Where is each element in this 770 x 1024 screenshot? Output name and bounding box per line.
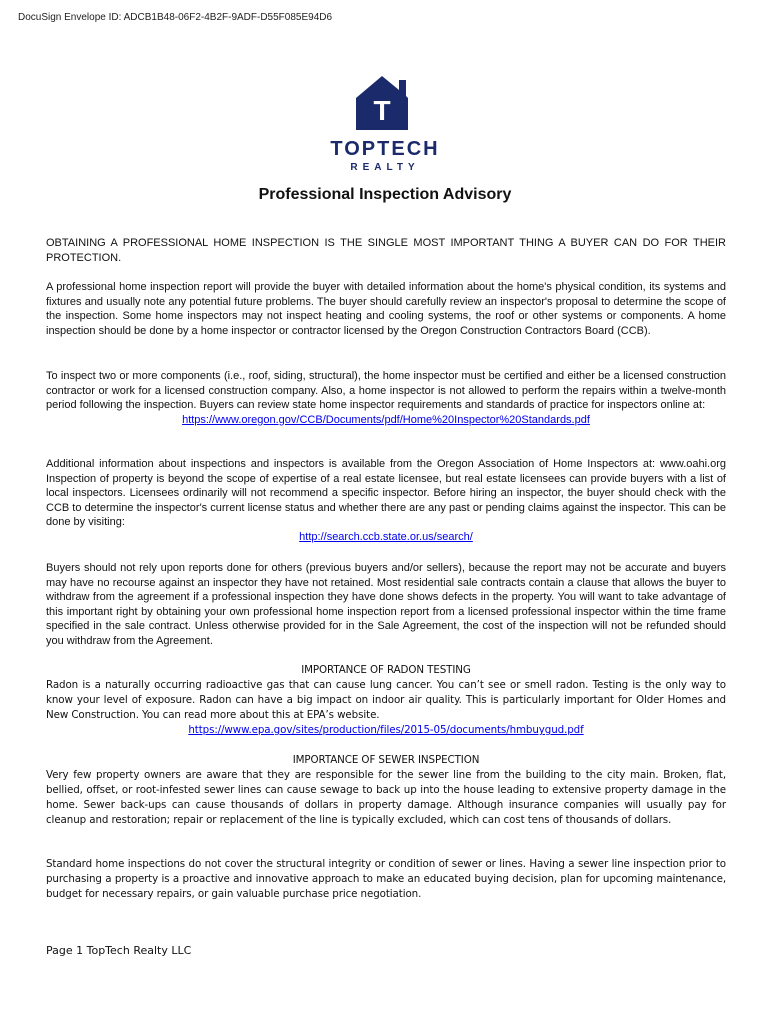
sewer-heading: IMPORTANCE OF SEWER INSPECTION: [292, 754, 480, 766]
house-logo-icon: [352, 72, 412, 132]
document-title: Professional Inspection Advisory: [258, 186, 512, 203]
ccb-search-link[interactable]: http://search.ccb.state.or.us/search/: [299, 530, 473, 543]
epa-link[interactable]: https://www.epa.gov/sites/production/files/2015-05/documents/hmbuygud.pdf: [188, 724, 584, 736]
intro-paragraph: OBTAINING A PROFESSIONAL HOME INSPECTION IS THE SINGLE MOST IMPORTANT THING A BUYER CAN DO FOR THEIR PROTECTION.: [46, 237, 726, 264]
page-footer: Page 1 TopTech Realty LLC: [46, 944, 192, 957]
sewer-section: [46, 753, 726, 828]
envelope-id: DocuSign Envelope ID: ADCB1B48-06F2-4B2F-9ADF-D55F085E94D6: [18, 12, 333, 23]
paragraph-4: Buyers should not rely upon reports done for others (previous buyers and/or sellers), because the report may not be accurate and buyers may have no recourse against an inspector they have not retained. Most residential sale contracts contain a clause that allows the buyer to withdraw from the agreement if a professional inspection they have done shows defects in the property. You will want to take advantage of this important right by obtaining your own professional home inspection report from a licensed professional inspector within the time frame specified in the sale contract. Unless otherwise provided for in the Sale Agreement, the cost of the inspection will not be refunded should you withdraw from the Agreement.: [46, 562, 726, 647]
radon-body: Radon is a naturally occurring radioactive gas that can cause lung cancer. You can’t see or smell radon. Testing is the only way to know your level of exposure. Radon can have a big impact on indoor air quality. This is particularly important for Older Homes and New Construction. You can read more about this at EPA’s website.: [46, 679, 726, 721]
ccb-standards-link[interactable]: https://www.oregon.gov/CCB/Documents/pdf/Home%20Inspector%20Standards.pdf: [182, 413, 590, 426]
brand-subtitle: REALTY: [350, 162, 420, 173]
paragraph-3-block: [46, 457, 726, 545]
radon-section: [46, 663, 726, 738]
paragraph-2: To inspect two or more components (i.e., roof, siding, structural), the home inspector must be certified and either be a licensed construction contractor or work for a licensed construction company. Also, a home inspector is not allowed to perform the repairs within a twelve-month period following the inspection. Buyers can review state home inspector requirements and standards of practice for inspectors online at:: [46, 370, 726, 412]
sewer-body-1: Very few property owners are aware that they are responsible for the sewer line from the building to the city main. Broken, flat, bellied, offset, or root-infested sewer lines can cause sewage to back up into the house leading to extensive property damage in the home. Sewer back-ups can cause thousands of dollars in property damage. Although insurance companies will usually pay for cleanup and restoration; repair or replacement of the line is typically excluded, which can cost tens of thousands of dollars.: [46, 769, 726, 826]
radon-heading: IMPORTANCE OF RADON TESTING: [301, 664, 471, 676]
paragraph-2-block: [46, 369, 726, 427]
paragraph-1: A professional home inspection report will provide the buyer with detailed information about the home's physical condition, its systems and fixtures and usually note any potential future problems. The buyer should carefully review an inspector's proposal to determine the scope of the inspection. Some home inspectors may not inspect heating and cooling systems, the roof or other systems or components. A home inspection should be done by a home inspector or contractor licensed by the Oregon Construction Contractors Board (CCB).: [46, 281, 726, 337]
logo-letter: T: [373, 95, 391, 126]
sewer-body-2: Standard home inspections do not cover the structural integrity or condition of sewer or lines. Having a sewer line inspection prior to purchasing a property is a proactive and innovative approach to make an educated buying decision, plan for upcoming maintenance, budget for necessary repairs, or gain valuable purchase price negotiation.: [46, 858, 726, 900]
brand-name: TOPTECH: [330, 138, 440, 160]
paragraph-3: Additional information about inspections and inspectors is available from the Oregon Association of Home Inspectors at: www.oahi.org Inspection of property is beyond the scope of expertise of a real estate licensee, but real estate licensees can provide buyers with a list of local inspectors. Licensees ordinarily will not recommend a specific inspector. Before hiring an inspector, the buyer should check with the CCB to determine the inspector's current license status and whether there are any past or pending claims against the inspector. This can be done by visiting:: [46, 458, 726, 529]
